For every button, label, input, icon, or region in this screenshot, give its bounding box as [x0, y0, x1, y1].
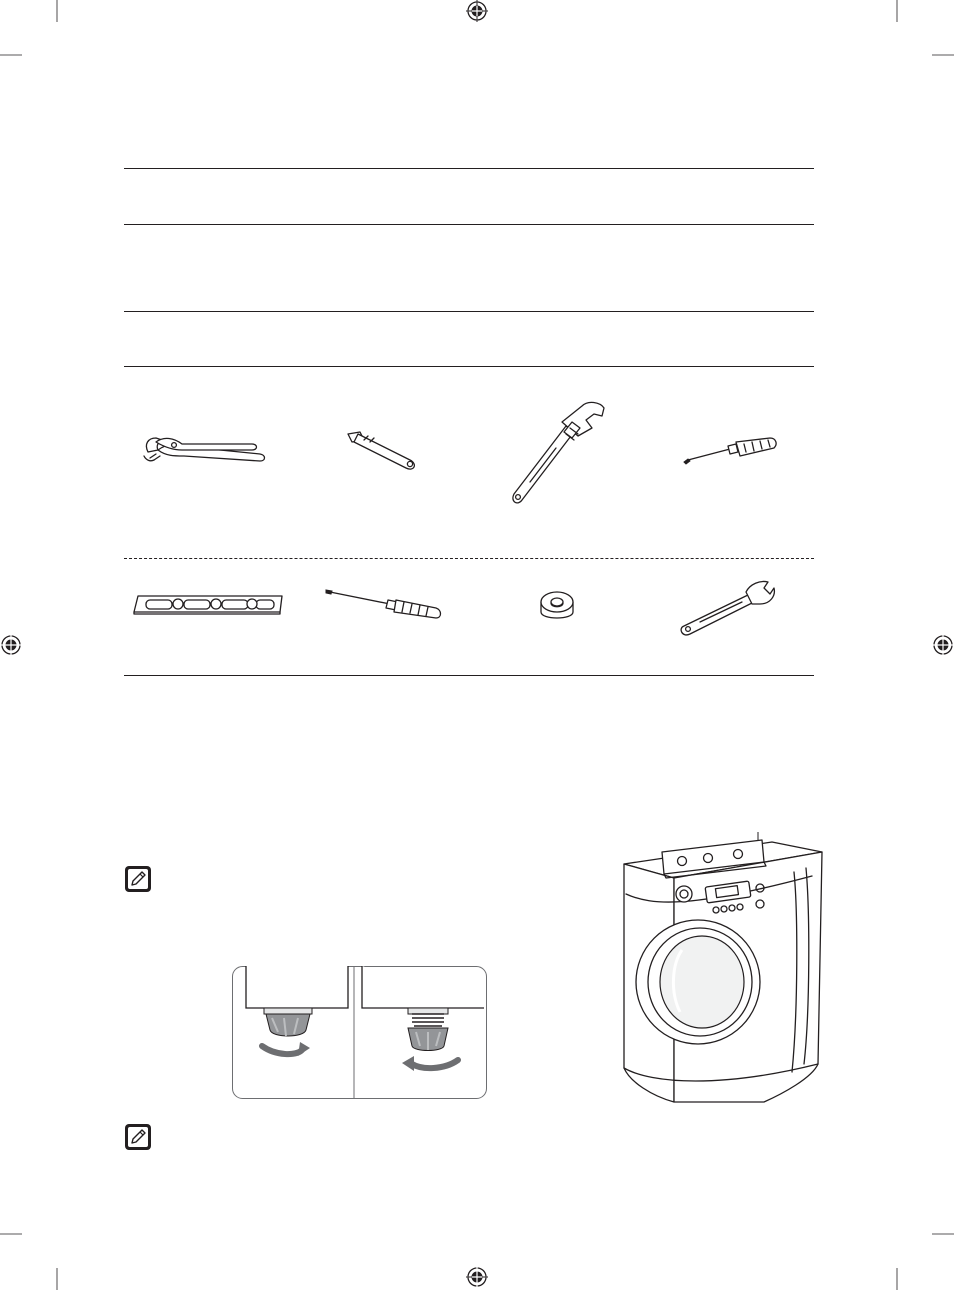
- note-pencil-icon: [124, 865, 152, 893]
- table-rule-2: [124, 224, 814, 225]
- adjustable-wrench-icon: [680, 576, 776, 636]
- note-pencil-icon: [124, 1123, 152, 1151]
- table-rule-dashed: [124, 558, 814, 559]
- thread-seal-tape-icon: [535, 586, 579, 626]
- slip-joint-pliers-icon: [140, 430, 270, 470]
- table-rule-4: [124, 366, 814, 367]
- pipe-wrench-icon: [508, 398, 608, 506]
- registration-mark-top: [466, 0, 488, 22]
- table-rule-3: [124, 311, 814, 312]
- spirit-level-icon: [132, 592, 286, 618]
- table-rule-1: [124, 168, 814, 169]
- utility-knife-icon: [344, 430, 420, 474]
- registration-mark-bottom: [466, 1266, 488, 1288]
- leveling-feet-illustration: [232, 966, 488, 1100]
- phillips-screwdriver-small-icon: [682, 436, 778, 466]
- washer-with-level-illustration: [612, 832, 832, 1108]
- registration-mark-left: [0, 634, 22, 656]
- flat-screwdriver-icon: [324, 588, 444, 620]
- table-rule-5: [124, 675, 814, 676]
- registration-mark-right: [932, 634, 954, 656]
